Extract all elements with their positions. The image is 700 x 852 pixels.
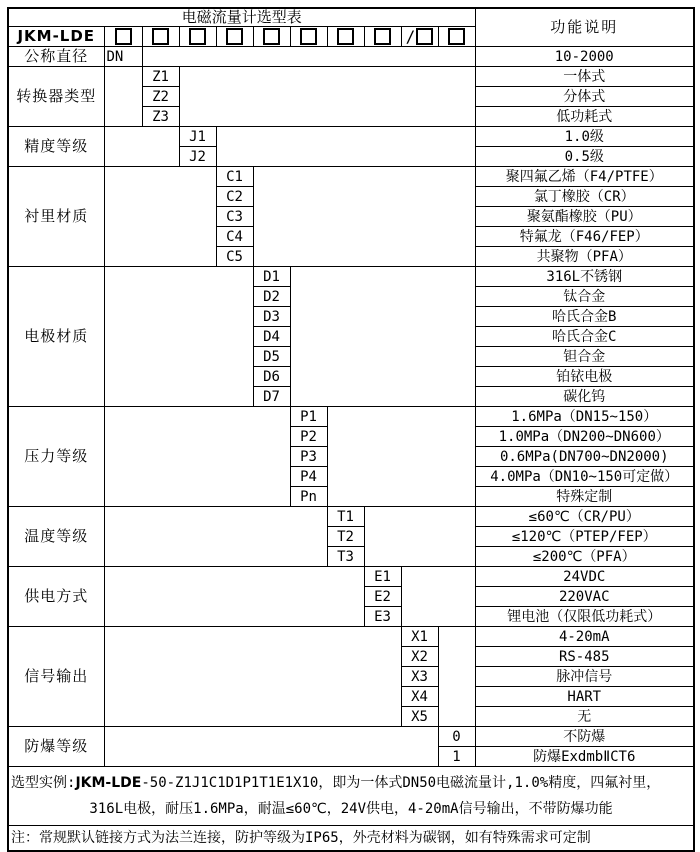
empty-cell	[253, 167, 475, 267]
description-cell: 一体式	[475, 67, 694, 87]
example-line2: 316L电极，耐压1.6MPa，耐温≤60℃，24V供电，4-20mA信号输出，不带防爆功能	[89, 801, 613, 818]
category-cell: 信号输出	[8, 627, 104, 727]
category-cell: 转换器类型	[8, 67, 104, 127]
description-cell: 共聚物（PFA）	[475, 247, 694, 267]
checkbox-cell[interactable]	[290, 27, 327, 47]
code-cell: C2	[216, 187, 253, 207]
description-cell: 钽合金	[475, 347, 694, 367]
code-cell: X1	[401, 627, 438, 647]
category-cell: 供电方式	[8, 567, 104, 627]
description-cell: ≤60℃（CR/PU）	[475, 507, 694, 527]
category-cell: 公称直径	[8, 47, 104, 67]
code-cell: T3	[327, 547, 364, 567]
checkbox-cell[interactable]	[104, 27, 142, 47]
description-cell: 0.6MPa(DN700~DN2000)	[475, 447, 694, 467]
description-cell: 钛合金	[475, 287, 694, 307]
code-cell: D3	[253, 307, 290, 327]
code-cell: X5	[401, 707, 438, 727]
checkbox[interactable]	[263, 28, 280, 45]
code-cell: D5	[253, 347, 290, 367]
category-cell: 精度等级	[8, 127, 104, 167]
code-cell: X2	[401, 647, 438, 667]
description-cell: 脉冲信号	[475, 667, 694, 687]
description-cell: 24VDC	[475, 567, 694, 587]
description-cell: 碳化钨	[475, 387, 694, 407]
flowmeter-selection-table	[7, 7, 695, 852]
code-cell: E2	[364, 587, 401, 607]
checkbox-cell[interactable]	[216, 27, 253, 47]
code-cell: C5	[216, 247, 253, 267]
description-cell: 低功耗式	[475, 107, 694, 127]
code-cell: D1	[253, 267, 290, 287]
empty-cell	[104, 727, 438, 767]
description-cell: 1.6MPa（DN15~150）	[475, 407, 694, 427]
description-cell: 分体式	[475, 87, 694, 107]
empty-cell	[104, 127, 179, 167]
code-cell: D7	[253, 387, 290, 407]
description-cell: 无	[475, 707, 694, 727]
code-cell: C4	[216, 227, 253, 247]
description-cell: 0.5级	[475, 147, 694, 167]
empty-cell	[216, 127, 475, 167]
description-cell: 聚氨酯橡胶（PU）	[475, 207, 694, 227]
function-header: 功能说明	[475, 8, 694, 47]
checkbox-cell[interactable]	[364, 27, 401, 47]
checkbox-cell[interactable]	[142, 27, 179, 47]
code-cell: E3	[364, 607, 401, 627]
empty-cell	[438, 627, 475, 727]
description-cell: 氯丁橡胶（CR）	[475, 187, 694, 207]
code-cell: T2	[327, 527, 364, 547]
code-cell: P1	[290, 407, 327, 427]
example-prefix: 选型实例:	[11, 775, 76, 792]
description-cell: 防爆ExdmbⅡCT6	[475, 747, 694, 767]
checkbox[interactable]	[374, 28, 391, 45]
empty-cell	[104, 267, 253, 407]
category-cell: 电极材质	[8, 267, 104, 407]
description-cell: 1.0级	[475, 127, 694, 147]
example-line1	[11, 770, 691, 796]
code-cell: D6	[253, 367, 290, 387]
empty-cell	[179, 67, 475, 127]
description-cell: 铂铱电极	[475, 367, 694, 387]
checkbox-cell[interactable]	[327, 27, 364, 47]
table-title: 电磁流量计选型表	[8, 8, 475, 27]
description-cell: 10-2000	[475, 47, 694, 67]
description-cell: 特氟龙（F46/FEP）	[475, 227, 694, 247]
description-cell: 特殊定制	[475, 487, 694, 507]
empty-cell	[290, 267, 475, 407]
description-cell: ≤120℃（PTEP/FEP）	[475, 527, 694, 547]
code-cell: 1	[438, 747, 475, 767]
code-cell: DN	[104, 47, 142, 67]
description-cell: 1.0MPa（DN200~DN600）	[475, 427, 694, 447]
empty-cell	[104, 627, 401, 727]
description-cell: 哈氏合金B	[475, 307, 694, 327]
checkbox[interactable]	[226, 28, 243, 45]
code-cell: X4	[401, 687, 438, 707]
description-cell: 220VAC	[475, 587, 694, 607]
category-cell: 衬里材质	[8, 167, 104, 267]
code-cell: C1	[216, 167, 253, 187]
description-cell: 316L不锈钢	[475, 267, 694, 287]
description-cell: 4-20mA	[475, 627, 694, 647]
empty-cell	[327, 407, 475, 507]
description-cell: RS-485	[475, 647, 694, 667]
checkbox-cell[interactable]	[253, 27, 290, 47]
code-cell: T1	[327, 507, 364, 527]
checkbox[interactable]	[152, 28, 169, 45]
checkbox-cell[interactable]	[179, 27, 216, 47]
checkbox[interactable]	[115, 28, 132, 45]
code-cell: 0	[438, 727, 475, 747]
code-cell: Z1	[142, 67, 179, 87]
code-cell: D4	[253, 327, 290, 347]
code-cell: Z3	[142, 107, 179, 127]
slash-separator: /	[405, 26, 416, 46]
selection-example-note	[8, 767, 694, 826]
example-model-code: JKM-LDE	[75, 775, 142, 792]
code-cell: P2	[290, 427, 327, 447]
checkbox-cell[interactable]	[438, 27, 475, 47]
empty-cell	[104, 167, 216, 267]
checkbox[interactable]	[416, 28, 433, 45]
empty-cell	[104, 567, 364, 627]
code-cell: Z2	[142, 87, 179, 107]
empty-cell	[142, 47, 475, 67]
description-cell: ≤200℃（PFA）	[475, 547, 694, 567]
table-body	[8, 8, 694, 851]
description-cell: 聚四氟乙烯（F4/PTFE）	[475, 167, 694, 187]
code-cell: P3	[290, 447, 327, 467]
code-cell: J2	[179, 147, 216, 167]
category-cell: 防爆等级	[8, 727, 104, 767]
remark-note: 注：常规默认链接方式为法兰连接，防护等级为IP65，外壳材料为碳钢，如有特殊需求可定制	[8, 826, 694, 852]
empty-cell	[364, 507, 475, 567]
code-cell: P4	[290, 467, 327, 487]
checkbox[interactable]	[448, 28, 465, 45]
checkbox-cell[interactable]	[401, 27, 438, 47]
code-cell: D2	[253, 287, 290, 307]
checkbox[interactable]	[300, 28, 317, 45]
empty-cell	[104, 67, 142, 127]
description-cell: 哈氏合金C	[475, 327, 694, 347]
empty-cell	[104, 407, 290, 507]
example-line1-rest: -50-Z1J1C1D1P1T1E1X10，即为一体式DN50电磁流量计,1.0%精度，四氟衬里，	[141, 775, 661, 792]
empty-cell	[104, 507, 327, 567]
description-cell: 4.0MPa（DN10~150可定做）	[475, 467, 694, 487]
checkbox[interactable]	[337, 28, 354, 45]
description-cell: 锂电池（仅限低功耗式）	[475, 607, 694, 627]
description-cell: 不防爆	[475, 727, 694, 747]
code-cell: Pn	[290, 487, 327, 507]
category-cell: 温度等级	[8, 507, 104, 567]
code-cell: X3	[401, 667, 438, 687]
model-label: JKM-LDE	[8, 27, 104, 47]
category-cell: 压力等级	[8, 407, 104, 507]
code-cell: J1	[179, 127, 216, 147]
checkbox[interactable]	[189, 28, 206, 45]
code-cell: E1	[364, 567, 401, 587]
empty-cell	[401, 567, 475, 627]
code-cell: C3	[216, 207, 253, 227]
description-cell: HART	[475, 687, 694, 707]
